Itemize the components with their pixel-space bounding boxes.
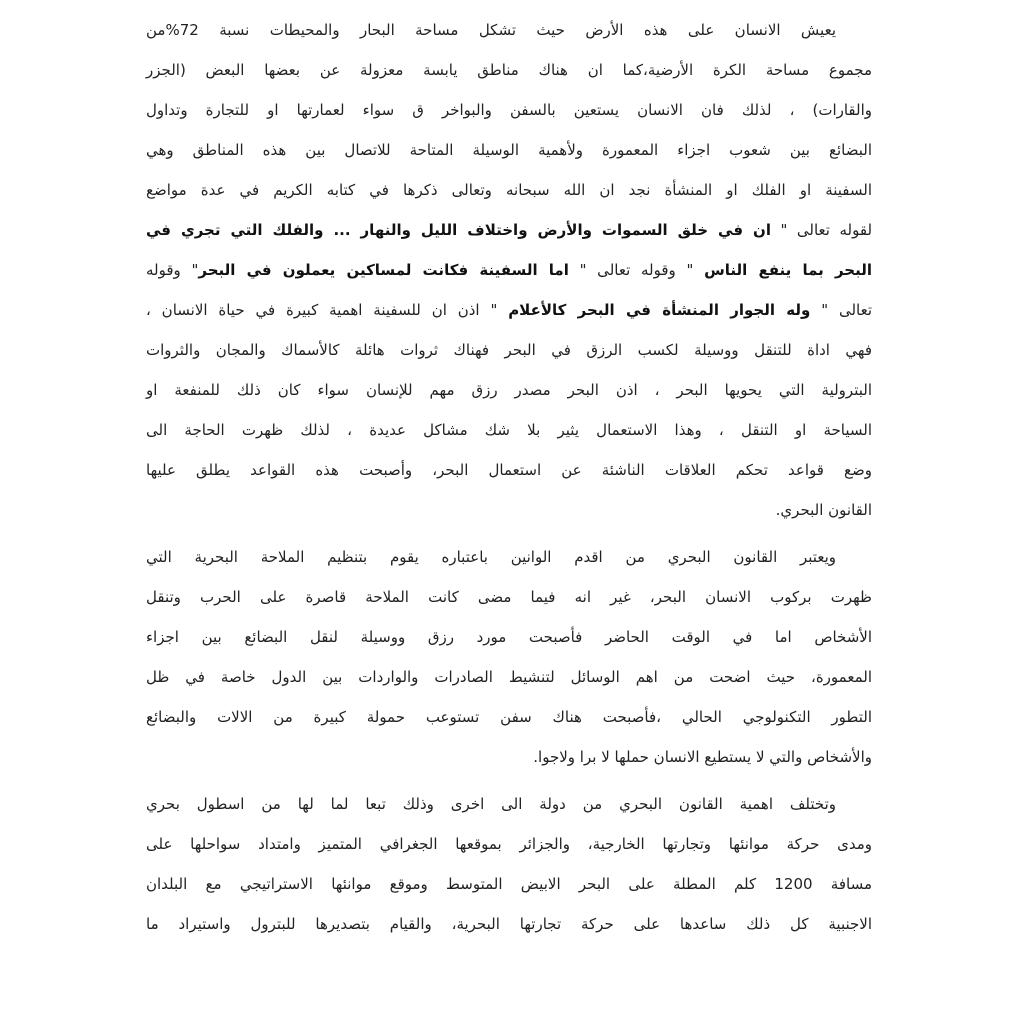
text-line: وضع قواعد تحكم العلاقات الناشئة عن استعمال البحر، وأصبحت هذه القواعد يطلق عليها <box>146 461 872 479</box>
text-line-quran-1 <box>146 210 872 250</box>
text-span: " وقوله تعالى " <box>568 261 705 279</box>
text-line: ومدى حركة موانئها وتجارتها الخارجية، والجزائر بموقعها الجغرافي المتميز وامتداد سواحلها على <box>146 835 872 853</box>
text-line: الأشخاص اما في الوقت الحاضر فأصبحت مورد رزق ووسيلة لنقل البضائع بين اجزاء <box>146 628 872 646</box>
paragraph-3 <box>146 784 872 944</box>
text-line: مجموع مساحة الكرة الأرضية،كما ان هناك مناطق يابسة معزولة عن بعضها البعض (الجزر <box>146 61 872 79</box>
text-span: " اذن ان للسفينة اهمية كبيرة في حياة الانسان ، <box>146 301 509 319</box>
quran-verse-1: ان في خلق السموات والأرض واختلاف الليل والنهار ... والفلك التي تجري في <box>146 221 771 239</box>
text-line-quran-3 <box>146 290 872 330</box>
text-line: البضائع بين شعوب اجزاء المعمورة ولأهمية الوسيلة المتاحة للاتصال بين هذه المناطق وهي <box>146 141 872 159</box>
text-span: " وقوله <box>146 261 199 279</box>
text-line: السفينة او الفلك او المنشأة نجد ان الله سبحانه وتعالى ذكرها في كتابه الكريم في عدة مواضع <box>146 181 872 199</box>
text-line: المعمورة، حيث اضحت من اهم الوسائل لتنشيط الصادرات والواردات بين الدول خاصة في ظل <box>146 668 872 686</box>
text-line: وتختلف اهمية القانون البحري من دولة الى اخرى وذلك تبعا لما لها من اسطول بحري <box>146 795 836 813</box>
quran-verse-2: اما السفينة فكانت لمساكين يعملون في البحر <box>198 261 569 279</box>
text-line-quran-2 <box>146 250 872 290</box>
text-line: الاجنبية كل ذلك ساعدها على حركة تجارتها البحرية، والقيام بتصديرها للبترول واستيراد ما <box>146 915 872 933</box>
text-line: السياحة او التنقل ، وهذا الاستعمال يثير بلا شك مشاكل عديدة ، لذلك ظهرت الحاجة الى <box>146 421 872 439</box>
text-line: يعيش الانسان على هذه الأرض حيث تشكل مساحة البحار والمحيطات نسبة 72%من <box>146 21 836 39</box>
quran-verse-3: وله الجوار المنشأة في البحر كالأعلام <box>508 301 811 319</box>
text-line: والأشخاص والتي لا يستطيع الانسان حملها لا برا ولاجوا. <box>533 748 872 766</box>
paragraph-2 <box>146 537 872 777</box>
text-line: ظهرت بركوب الانسان البحر، غير انه فيما مضى كانت الملاحة قاصرة على الحرب وتنقل <box>146 588 872 606</box>
text-line: ويعتبر القانون البحري من اقدم الوانين باعتباره يقوم بتنظيم الملاحة البحرية التي <box>146 548 836 566</box>
text-span: تعالى " <box>810 301 873 319</box>
text-line: مسافة 1200 كلم المطلة على البحر الابيض المتوسط وموقع موانئها الاستراتيجي مع البلدان <box>146 875 873 893</box>
text-line: والقارات) ، لذلك فان الانسان يستعين بالسفن والبواخر ق سواء لعمارتها او للتجارة وتداول <box>146 101 872 119</box>
text-line: فهي اداة للتنقل ووسيلة لكسب الرزق في البحر فهناك ثروات هائلة كالأسماك والمجان والثروات <box>146 341 872 359</box>
quran-verse-1-end: البحر بما ينفع الناس <box>704 261 872 279</box>
paragraph-1 <box>146 10 872 530</box>
text-line: القانون البحري. <box>775 501 872 519</box>
text-span: لقوله تعالى " <box>770 221 873 239</box>
text-line: التطور التكنولوجي الحالي ،فأصبحت هناك سفن تستوعب حمولة كبيرة من الالات والبضائع <box>146 708 872 726</box>
text-line: البترولية التي يحويها البحر ، اذن البحر مصدر رزق مهم للإنسان سواء كان ذلك للمنفعة او <box>146 381 872 399</box>
